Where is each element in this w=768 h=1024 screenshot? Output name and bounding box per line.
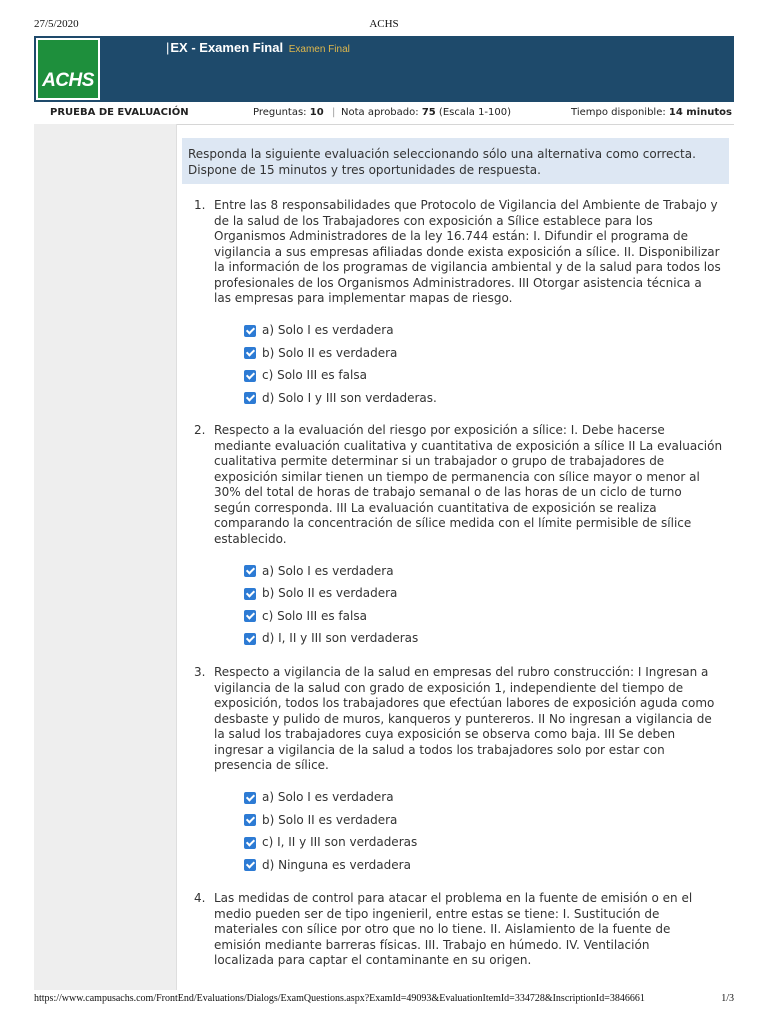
option-label: b) Solo II es verdadera	[262, 586, 398, 600]
info-bar	[34, 102, 734, 125]
question-line: exposición, todos los trabajadores que efectúan labores de exposición aguda como	[214, 696, 715, 710]
checkbox-checked-icon[interactable]	[244, 837, 256, 849]
logo-text: ACHS	[42, 70, 94, 91]
question-line: vigilancia de la salud con grado de exposición 1, independiente del tiempo de	[214, 680, 684, 695]
print-date: 27/5/2020	[34, 18, 79, 30]
answer-option[interactable]	[244, 320, 739, 343]
section-title: PRUEBA DE EVALUACIÓN	[50, 107, 189, 118]
answer-option[interactable]	[244, 832, 739, 855]
checkbox-checked-icon[interactable]	[244, 792, 256, 804]
question-text	[214, 665, 739, 774]
exam-title-text: EX - Examen Final	[170, 40, 284, 55]
question-2	[194, 423, 739, 650]
option-label: a) Solo I es verdadera	[262, 563, 394, 578]
left-panel	[34, 124, 177, 990]
question-line: Organismos Administradores de la ley 16.744 están: I. Difundir el programa de	[214, 229, 689, 243]
question-line: ingresar a vigilancia de la salud a todos los trabajadores solo por estar con	[214, 742, 665, 757]
question-line: 30% del total de horas de trabajo semanal o de las horas de un ciclo de turno	[214, 485, 682, 499]
answer-option[interactable]	[244, 809, 739, 832]
passing-value: 75	[421, 107, 436, 118]
info-separator: |	[332, 107, 336, 118]
option-label: a) Solo I es verdadera	[262, 323, 394, 337]
option-label: b) Solo II es verdadera	[262, 812, 398, 827]
answer-option[interactable]	[244, 787, 739, 810]
instructions-box	[182, 138, 729, 184]
grade-scale: (Escala 1-100)	[438, 107, 512, 118]
question-number: 3.	[194, 665, 206, 679]
print-page-number: 1/3	[721, 993, 734, 1004]
answer-option[interactable]	[244, 583, 739, 606]
question-number: 4.	[194, 891, 206, 905]
time-available	[571, 107, 732, 118]
question-line: exposición similar tienen un tiempo de permanencia con sílice mayor o menor al	[214, 469, 700, 484]
question-line: Respecto a vigilancia de la salud en empresas del rubro construcción: I Ingresan a	[214, 665, 709, 679]
answer-option[interactable]	[244, 365, 739, 388]
question-line: mediante evaluación cualitativa y cuantitativa de exposición a sílice II La evaluación	[214, 438, 723, 453]
checkbox-checked-icon[interactable]	[244, 588, 256, 600]
checkbox-checked-icon[interactable]	[244, 325, 256, 337]
option-label: d) Solo I y III son verdaderas.	[262, 390, 437, 405]
question-line: de la salud de los Trabajadores con exposición a Sílice establece para los	[214, 213, 653, 228]
question-line: las empresas para implementar mapas de riesgo.	[214, 291, 513, 305]
questions-value: 10	[309, 107, 324, 118]
answer-option[interactable]	[244, 560, 739, 583]
question-line: la salud los trabajadores cuya exposición se observa como baja. III Se deben	[214, 727, 676, 741]
question-line: Respecto a la evaluación del riesgo por exposición a sílice: I. Debe hacerse	[214, 423, 665, 437]
print-url: https://www.campusachs.com/FrontEnd/Evaluations/Dialogs/ExamQuestions.aspx?ExamId=49093&EvaluationItemId=334728&InscriptionId=3846661	[34, 993, 645, 1004]
option-label: c) I, II y III son verdaderas	[262, 835, 418, 849]
checkbox-checked-icon[interactable]	[244, 610, 256, 622]
question-line: localizada para captar el contaminante en su origen.	[214, 953, 532, 967]
instructions-line-1: Responda la siguiente evaluación seleccionando sólo una alternativa como correcta.	[188, 147, 696, 161]
option-label: d) I, II y III son verdaderas	[262, 631, 419, 645]
print-header	[0, 0, 768, 28]
time-label: Tiempo disponible:	[571, 107, 666, 118]
question-line: presencia de sílice.	[214, 758, 329, 772]
question-line: cualitativa permite determinar si un trabajador o grupo de trabajadores de	[214, 454, 665, 468]
question-line: profesionales de los Organismos Administradores. III Otorgar asistencia técnica a	[214, 275, 702, 290]
question-line: emisión mediante barreras físicas. III. Trabajo en húmedo. IV. Ventilación	[214, 937, 650, 952]
question-line: establecido.	[214, 531, 287, 546]
option-label: a) Solo I es verdadera	[262, 790, 394, 804]
answer-option[interactable]	[244, 628, 739, 651]
text-cursor: |	[166, 40, 170, 55]
option-label: c) Solo III es falsa	[262, 368, 367, 382]
question-text	[214, 198, 739, 307]
exam-title	[166, 40, 350, 55]
checkbox-checked-icon[interactable]	[244, 859, 256, 871]
answer-option[interactable]	[244, 605, 739, 628]
answer-option[interactable]	[244, 854, 739, 877]
question-1	[194, 198, 739, 410]
questions-count	[253, 107, 324, 118]
header-band	[34, 36, 734, 102]
instructions-line-2: Dispone de 15 minutos y tres oportunidades de respuesta.	[188, 163, 541, 177]
answer-options	[244, 787, 739, 877]
option-label: b) Solo II es verdadera	[262, 345, 398, 360]
option-label: d) Ninguna es verdadera	[262, 857, 411, 872]
checkbox-checked-icon[interactable]	[244, 565, 256, 577]
question-line: la información de los programas de vigilancia ambiental y de la salud para todos los	[214, 260, 721, 274]
passing-label: Nota aprobado:	[341, 107, 419, 118]
question-line: materiales con sílice por otro que no lo tiene. II. Aislamiento de la fuente de	[214, 922, 671, 936]
achs-logo	[36, 38, 100, 100]
questions-label: Preguntas:	[253, 107, 307, 118]
question-line: comparando la concentración de sílice medida con el límite permisible de sílice	[214, 516, 692, 530]
checkbox-checked-icon[interactable]	[244, 814, 256, 826]
checkbox-checked-icon[interactable]	[244, 347, 256, 359]
option-label: c) Solo III es falsa	[262, 608, 367, 623]
passing-grade	[341, 107, 511, 118]
question-line: Entre las 8 responsabilidades que Protocolo de Vigilancia del Ambiente de Trabajo y	[214, 198, 718, 212]
question-text	[214, 423, 739, 547]
question-line: desbaste y pulido de muros, kanqueros y puntereros. II No ingresan a vigilancia de	[214, 711, 712, 726]
question-line: Las medidas de control para atacar el problema en la fuente de emisión o en el	[214, 891, 693, 905]
answer-options	[244, 320, 739, 410]
question-4	[194, 891, 739, 969]
checkbox-checked-icon[interactable]	[244, 392, 256, 404]
checkbox-checked-icon[interactable]	[244, 370, 256, 382]
answer-option[interactable]	[244, 342, 739, 365]
question-number: 1.	[194, 198, 206, 212]
checkbox-checked-icon[interactable]	[244, 633, 256, 645]
answer-options	[244, 560, 739, 650]
question-line: vigilancia a sus empresas afiliadas donde exista exposición a sílice. II. Disponibilizar	[214, 244, 720, 259]
question-line: medio pueden ser de tipo ingenieril, entre estas se tiene: I. Sustitución de	[214, 906, 660, 921]
question-3	[194, 665, 739, 877]
exam-subtitle: Examen Final	[288, 44, 350, 55]
time-value: 14 minutos	[668, 107, 732, 118]
question-text	[214, 891, 739, 969]
question-number: 2.	[194, 423, 206, 437]
question-line: según corresponda. III La evaluación cuantitativa de exposición se realiza	[214, 500, 657, 515]
print-title: ACHS	[369, 18, 399, 30]
answer-option[interactable]	[244, 387, 739, 410]
